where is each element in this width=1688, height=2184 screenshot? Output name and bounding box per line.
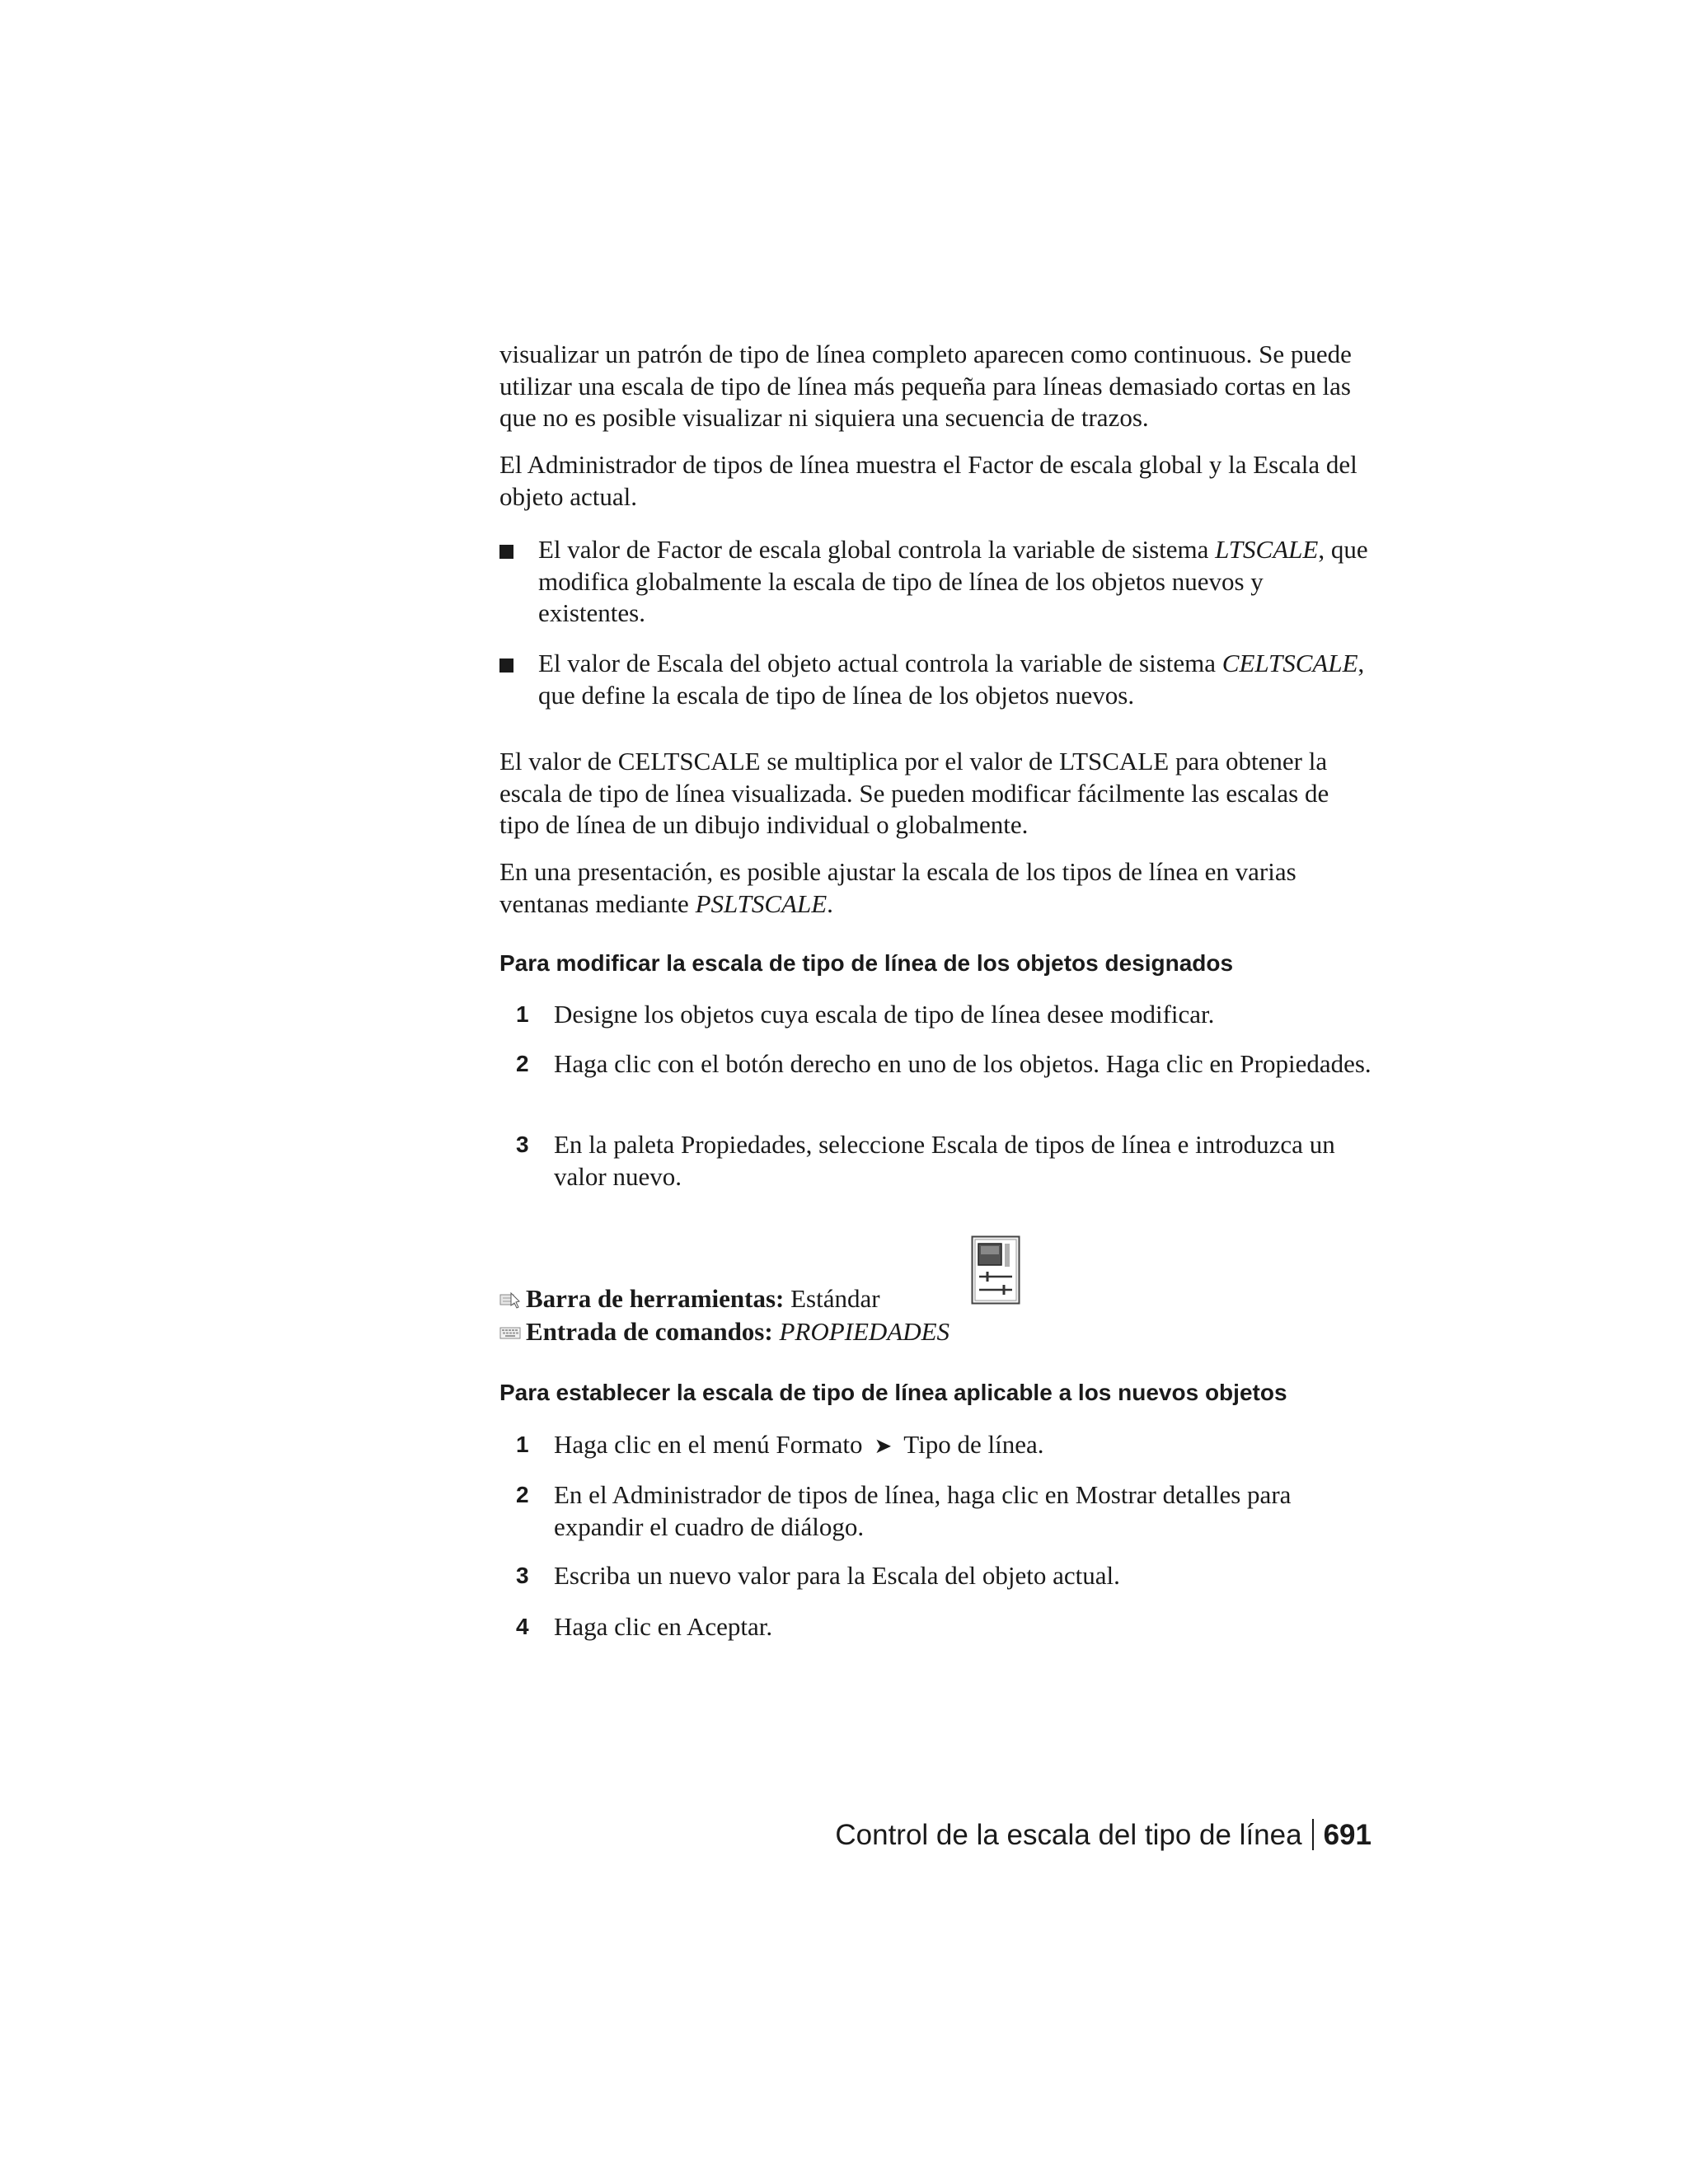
- step-number: 1: [516, 1001, 529, 1027]
- step-number: 2: [516, 1482, 529, 1507]
- page-footer: [499, 1818, 1372, 1853]
- step-item: [499, 1611, 1373, 1644]
- paragraph-celtscale: El valor de CELTSCALE se multiplica por el valor de LTSCALE para obtener la escala de tipo de línea visualizada. Se pueden modificar fácilmente las escalas de tipo de línea de un dibujo individual o globalmente.: [499, 747, 1329, 839]
- variable-celtscale: CELTSCALE: [1221, 649, 1358, 677]
- properties-icon[interactable]: [971, 1235, 1020, 1305]
- step-item: [499, 1129, 1373, 1195]
- step-number: 3: [516, 1563, 529, 1588]
- toolbar-icon: [499, 1285, 521, 1303]
- step-text: Haga clic en el menú Formato ➤ Tipo de línea.: [554, 1430, 1044, 1459]
- variable-psltscale: PSLTSCALE: [695, 888, 828, 918]
- procedure-heading-modify: Para modificar la escala de tipo de línea de los objetos designados: [499, 950, 1234, 976]
- procedure-heading-new-objects: Para establecer la escala de tipo de línea aplicable a los nuevos objetos: [499, 1380, 1287, 1405]
- toolbar-reference: [499, 1283, 880, 1315]
- bullet-square-icon: [499, 658, 513, 673]
- toolbar-label: Barra de herramientas:: [526, 1284, 785, 1313]
- step-item: [499, 1048, 1373, 1114]
- step-number: 3: [516, 1132, 529, 1157]
- step-item: [499, 1429, 1373, 1462]
- step-text: Escriba un nuevo valor para la Escala del objeto actual.: [554, 1561, 1120, 1590]
- step-text: En la paleta Propiedades, seleccione Escala de tipos de línea e introduzca un valor nuevo.: [554, 1130, 1335, 1191]
- menu-arrow-icon: ➤: [874, 1434, 893, 1459]
- step-text: Haga clic con el botón derecho en uno de los objetos. Haga clic en Propiedades.: [554, 1049, 1372, 1078]
- footer-divider: [1312, 1819, 1314, 1850]
- step-number: 2: [516, 1051, 529, 1076]
- step-number: 1: [516, 1432, 529, 1457]
- step-item: [499, 1479, 1373, 1545]
- step-text: Haga clic en Aceptar.: [554, 1612, 773, 1641]
- footer-title: Control de la escala del tipo de línea: [835, 1819, 1302, 1851]
- command-value: PROPIEDADES: [779, 1317, 950, 1346]
- bullet-celtscale: [499, 648, 1373, 712]
- variable-ltscale: LTSCALE: [1215, 535, 1319, 564]
- toolbar-value: Estándar: [790, 1284, 880, 1313]
- step-text: En el Administrador de tipos de línea, haga clic en Mostrar detalles para expandir el cuadro de diálogo.: [554, 1480, 1292, 1541]
- bullet-text: El valor de Factor de escala global controla la variable de sistema LTSCALE, que modifica globalmente la escala de tipo de línea de los objetos nuevos y existentes.: [538, 535, 1368, 627]
- page-number: 691: [1323, 1819, 1372, 1851]
- command-label: Entrada de comandos:: [526, 1317, 773, 1346]
- paragraph-presentacion: En una presentación, es posible ajustar la escala de los tipos de línea en varias ventanas mediante PSLTSCALE.: [499, 857, 1296, 918]
- bullet-square-icon: [499, 545, 513, 559]
- bullet-ltscale: [499, 534, 1373, 630]
- step-item: [499, 999, 1373, 1032]
- step-number: 4: [516, 1614, 529, 1639]
- paragraph-continuous: visualizar un patrón de tipo de línea completo aparecen como continuous. Se puede utilizar una escala de tipo de línea más pequeña para líneas demasiado cortas en las que no es posible visualizar ni siquiera una secuencia de trazos.: [499, 340, 1352, 432]
- command-reference: [499, 1316, 950, 1347]
- paragraph-administrador: El Administrador de tipos de línea muestra el Factor de escala global y la Escala del objeto actual.: [499, 450, 1357, 511]
- bullet-text: El valor de Escala del objeto actual controla la variable de sistema CELTSCALE, que define la escala de tipo de línea de los objetos nuevos.: [538, 649, 1365, 710]
- step-item: [499, 1560, 1373, 1593]
- step-text: Designe los objetos cuya escala de tipo de línea desee modificar.: [554, 1000, 1215, 1029]
- keyboard-icon: [499, 1318, 521, 1336]
